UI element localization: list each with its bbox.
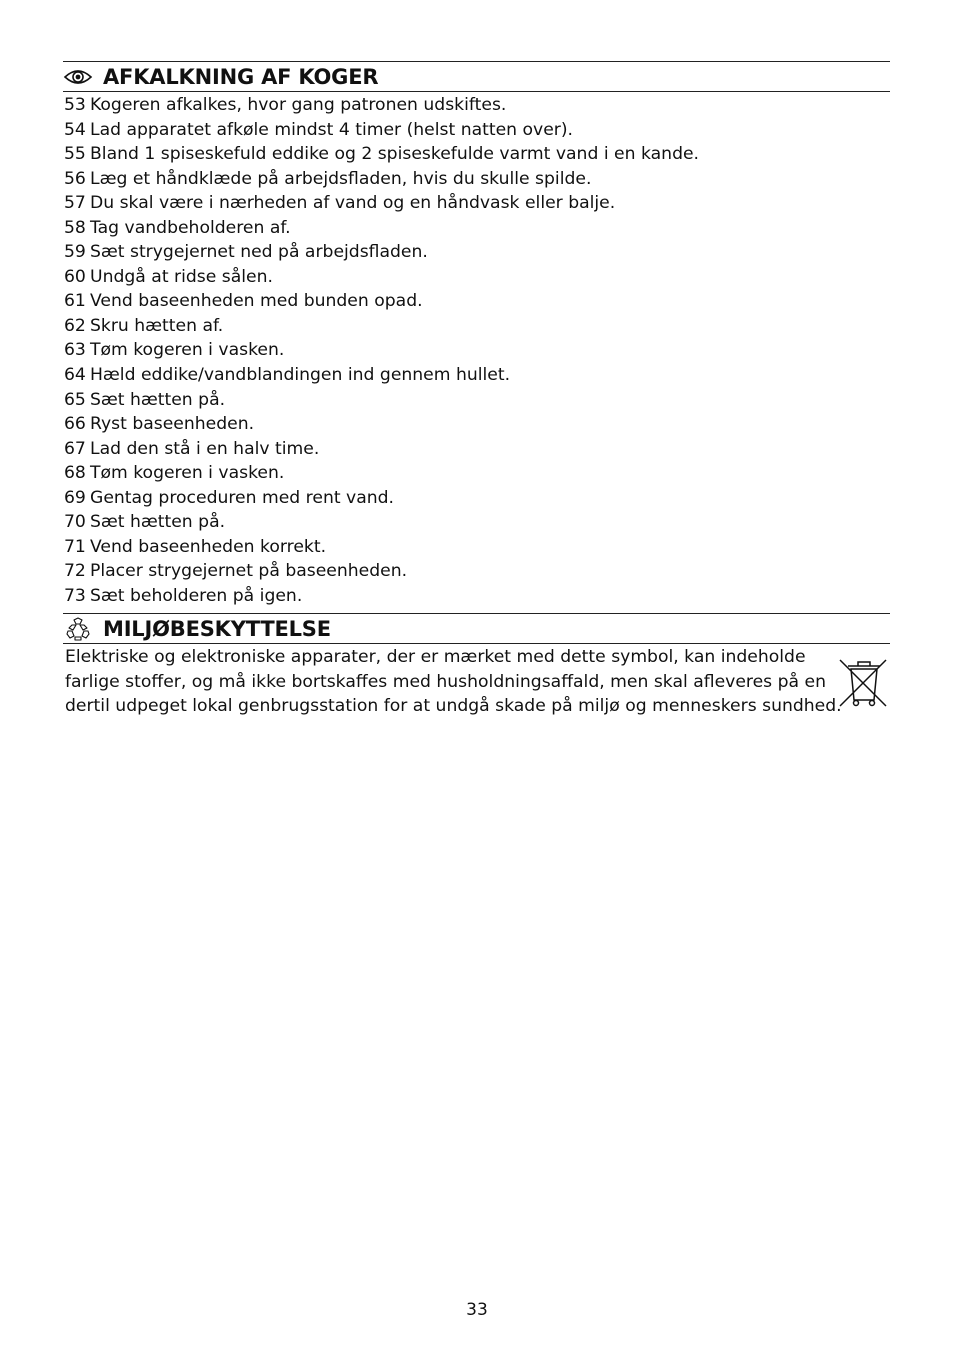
- list-item: 66 Ryst baseenheden.: [64, 414, 255, 435]
- list-item: 65 Sæt hætten på.: [64, 389, 226, 410]
- paragraph-line: Elektriske og elektroniske apparater, der er mærket med dette symbol, kan indeholde: [65, 647, 806, 667]
- recycle-icon: [63, 617, 93, 641]
- list-item: 68 Tøm kogeren i vasken.: [64, 463, 285, 484]
- eye-icon: [63, 65, 93, 89]
- list-item: 71 Vend baseenheden korrekt.: [64, 536, 327, 557]
- list-item: 63 Tøm kogeren i vasken.: [64, 340, 285, 361]
- list-item: 62 Skru hætten af.: [64, 315, 224, 336]
- section-header-environment: [63, 613, 890, 644]
- list-item: 73 Sæt beholderen på igen.: [64, 585, 303, 606]
- list-item: 70 Sæt hætten på.: [64, 512, 226, 533]
- list-item: 69 Gentag proceduren med rent vand.: [64, 487, 395, 508]
- page-number: 33: [466, 1300, 488, 1320]
- descaling-steps-list: [64, 93, 699, 608]
- section-header-descaling: [63, 61, 890, 92]
- list-item: 64 Hæld eddike/vandblandingen ind gennem hullet.: [64, 365, 511, 386]
- list-item: 55 Bland 1 spiseskefuld eddike og 2 spiseskefulde varmt vand i en kande.: [64, 144, 700, 165]
- list-item: 67 Lad den stå i en halv time.: [64, 438, 320, 459]
- list-item: 54 Lad apparatet afkøle mindst 4 timer (helst natten over).: [64, 119, 574, 140]
- list-item: 56 Læg et håndklæde på arbejdsfladen, hvis du skulle spilde.: [64, 168, 592, 189]
- section-title: MILJØBESKYTTELSE: [103, 616, 331, 641]
- environment-paragraph: [65, 645, 845, 719]
- list-item: 61 Vend baseenheden med bunden opad.: [64, 291, 423, 312]
- list-item: 59 Sæt strygejernet ned på arbejdsfladen.: [64, 242, 428, 263]
- crossed-out-wheelie-bin-icon: [836, 656, 890, 710]
- section-title: AFKALKNING AF KOGER: [103, 64, 379, 89]
- list-item: 53 Kogeren afkalkes, hvor gang patronen udskiftes.: [64, 95, 507, 115]
- paragraph-line: dertil udpeget lokal genbrugsstation for at undgå skade på miljø og menneskers sundhed.: [65, 696, 842, 716]
- list-item: 58 Tag vandbeholderen af.: [64, 217, 291, 238]
- list-item: 57 Du skal være i nærheden af vand og en håndvask eller balje.: [64, 193, 616, 214]
- list-item: 60 Undgå at ridse sålen.: [64, 266, 273, 287]
- list-item: 72 Placer strygejernet på baseenheden.: [64, 561, 408, 582]
- paragraph-line: farlige stoffer, og må ikke bortskaffes med husholdningsaffald, men skal afleveres på en: [65, 671, 826, 692]
